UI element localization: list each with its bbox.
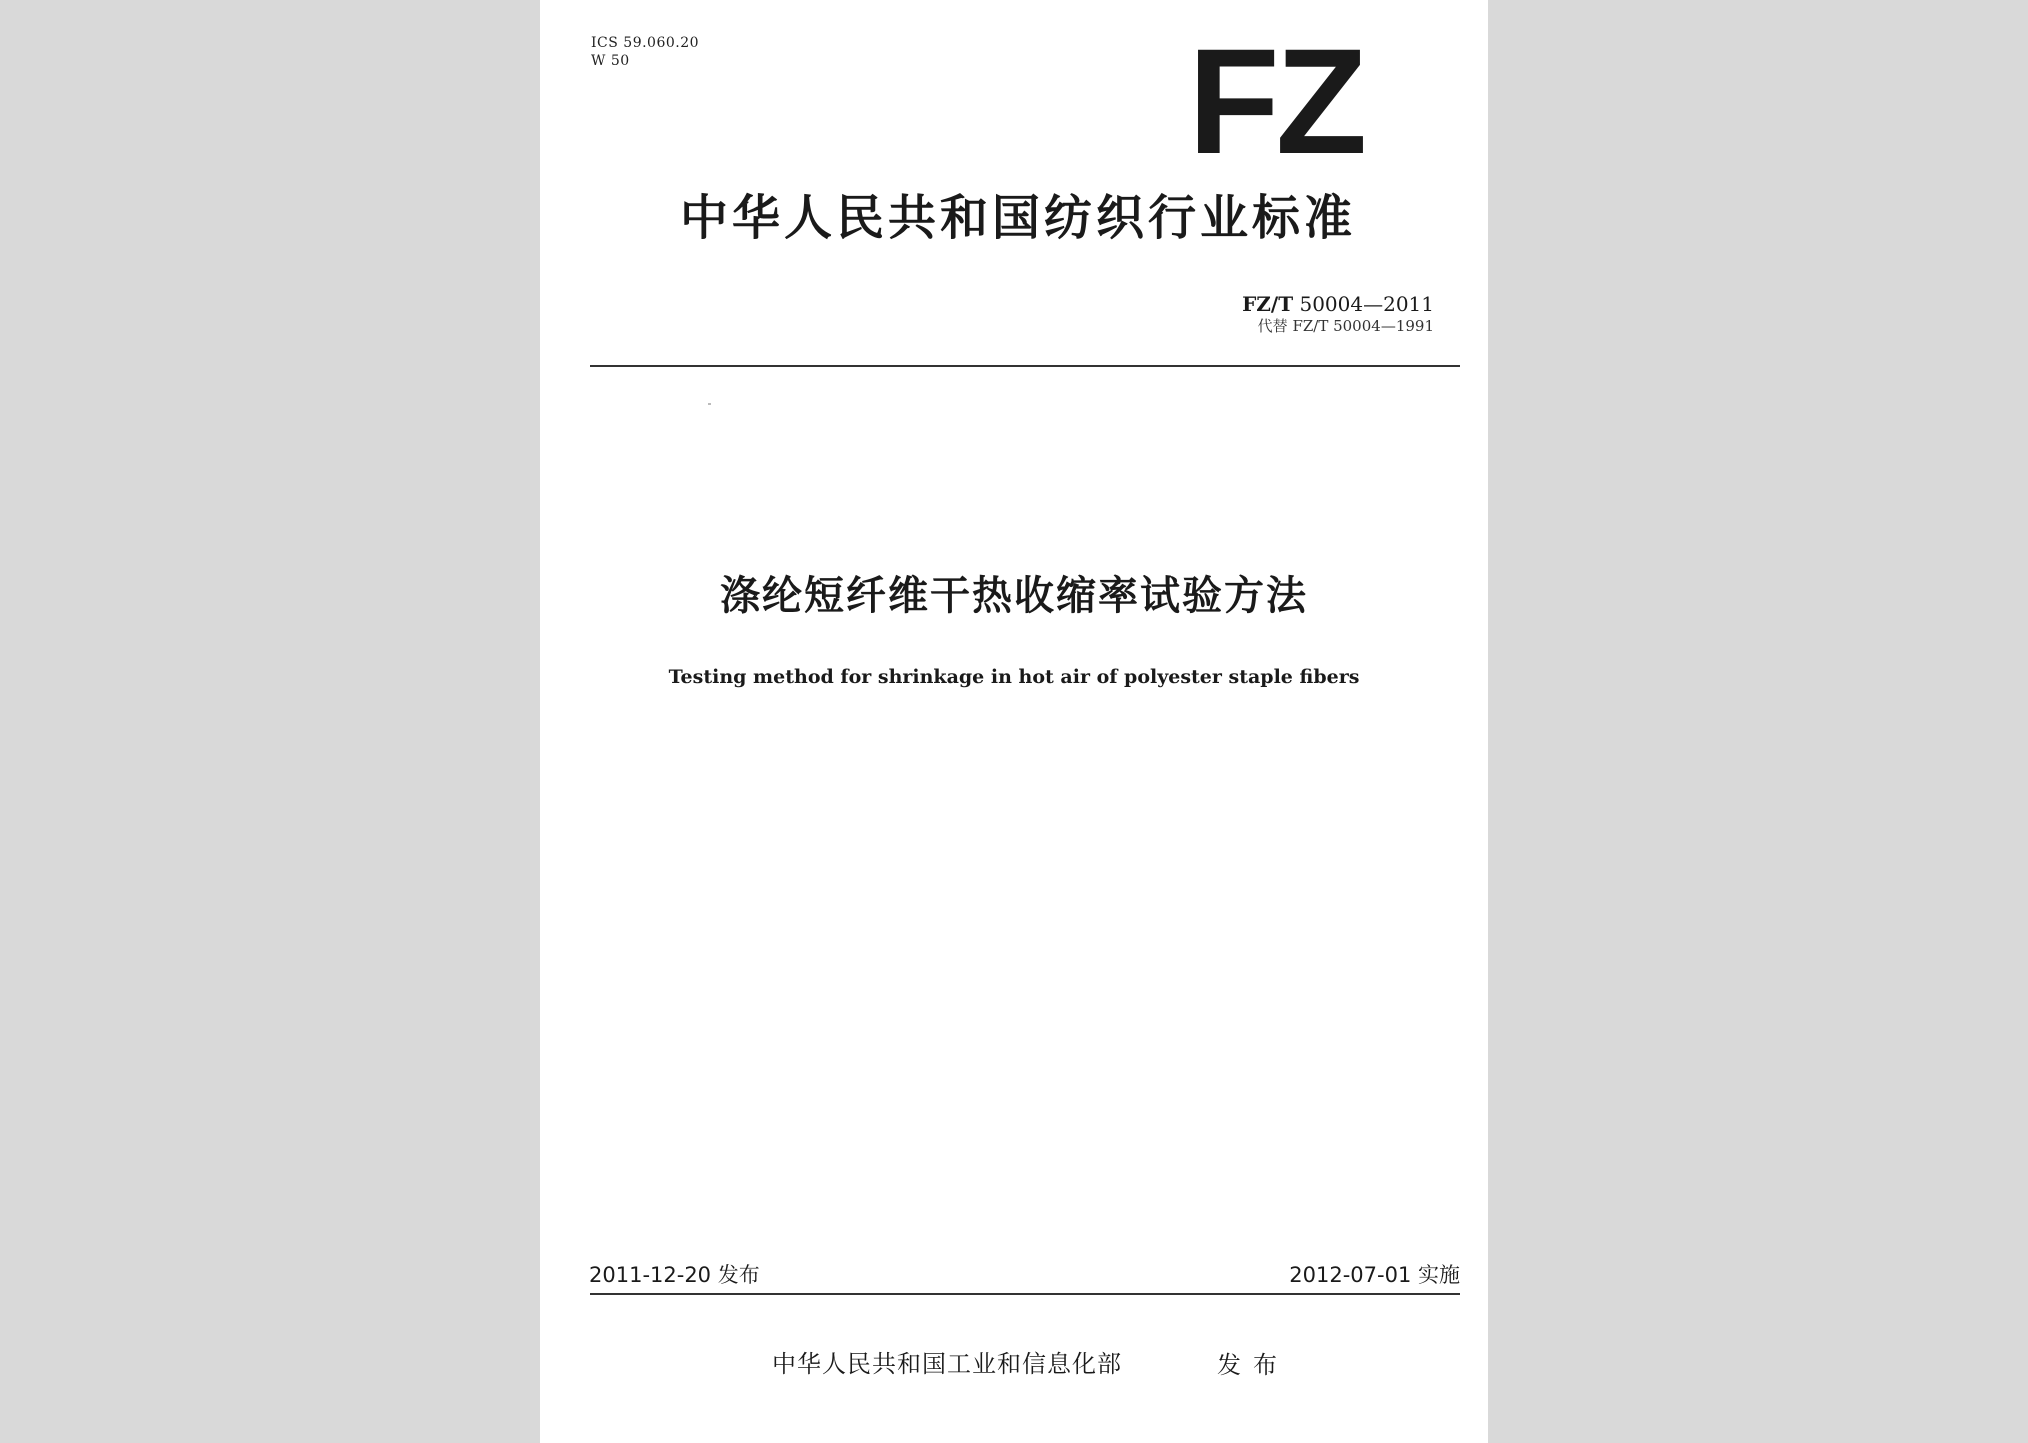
implementation-date: 2012-07-01 实施 [1289,1263,1460,1287]
ics-code: ICS 59.060.20 [591,35,700,51]
title-english: Testing method for shrinkage in hot air of polyester staple fibers [668,666,1360,688]
document-page [540,0,1488,1443]
standard-type-heading: 中华人民共和国纺织行业标准 [679,190,1356,246]
scan-speck [708,403,711,405]
issue-label: 发布 [1217,1351,1289,1379]
top-divider [590,365,1460,367]
standard-number-value: 50004—2011 [1299,292,1434,316]
standard-number-prefix: FZ/T [1242,292,1294,316]
replaces-standard: 代替 FZ/T 50004—1991 [1257,317,1434,335]
title-chinese: 涤纶短纤维干热收缩率试验方法 [720,573,1308,619]
standard-number [1242,292,1434,316]
ccs-code: W 50 [591,53,630,69]
fz-logo: FZ [1188,17,1364,185]
issuing-authority: 中华人民共和国工业和信息化部 [772,1350,1122,1378]
release-date: 2011-12-20 发布 [589,1263,760,1287]
bottom-divider [590,1293,1460,1295]
classification-codes [591,34,699,70]
